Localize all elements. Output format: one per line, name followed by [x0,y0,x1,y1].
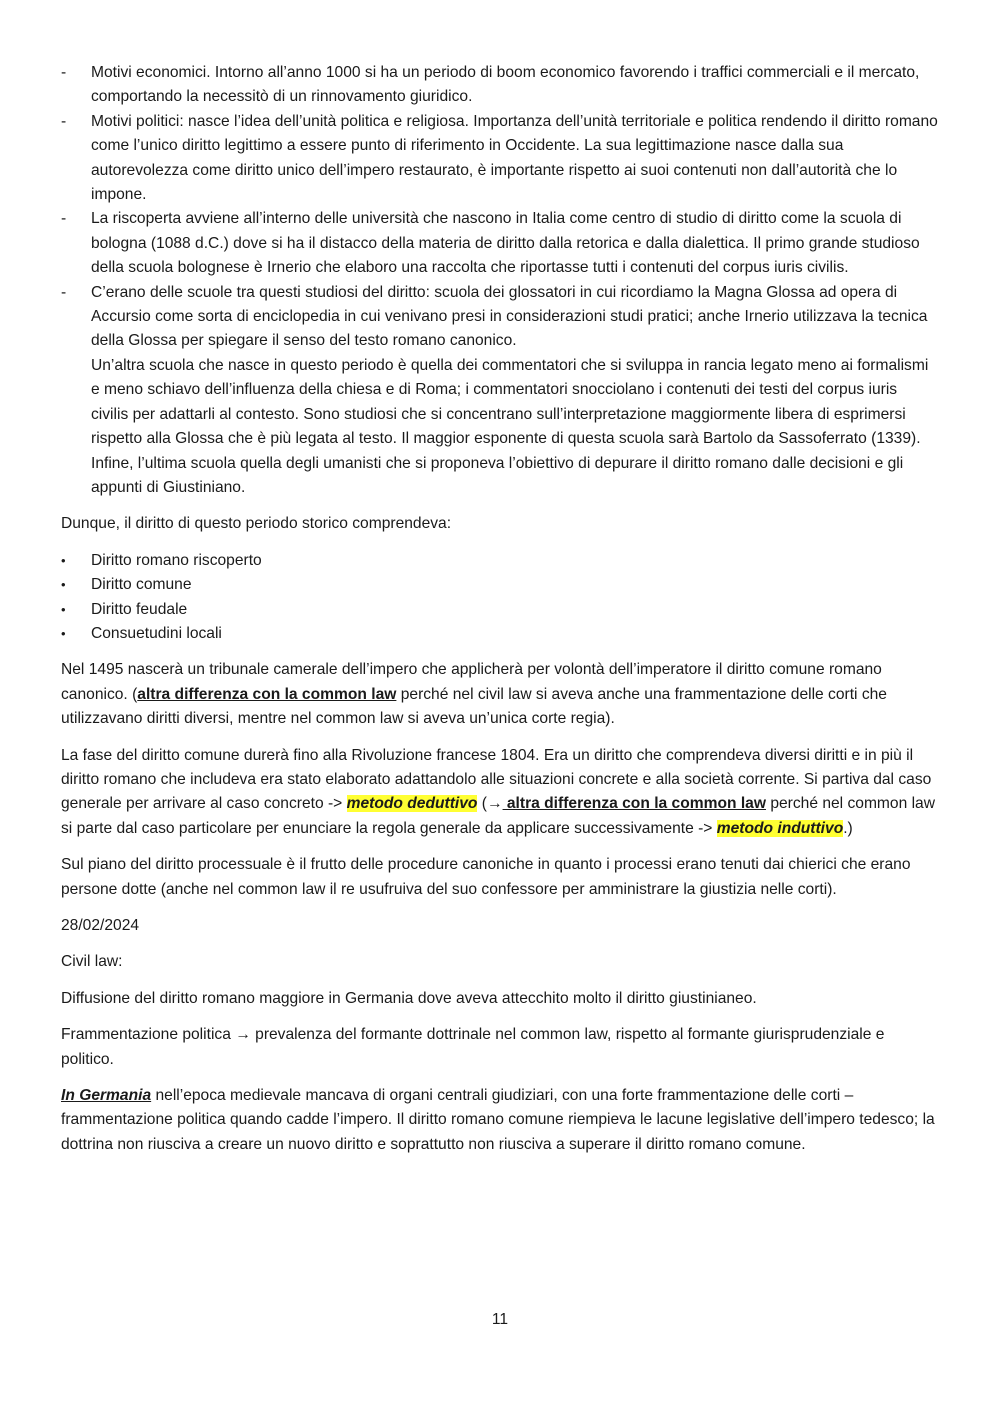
bullet-marker: • [61,577,66,593]
highlight: metodo induttivo [716,819,844,837]
list-item-text: C’erano delle scuole tra questi studiosi del diritto: scuola dei glossatori in cui ricordiamo la Magna Glossa ad opera di Accursio come sorta di enciclopedia in cui venivano presi in considerazioni studi pratici; anche Irnerio utilizzava la tecnica della Glossa per spiegare il senso del testo romano canonico. [91,283,928,350]
highlight: metodo deduttivo [346,795,478,813]
bullet-marker: • [61,552,66,568]
bullet-marker: • [61,601,66,617]
paragraph: Nel 1495 nascerà un tribunale camerale dell’impero che applicherà per volontà dell’imperatore il diritto comune romano canonico. (altra differenza con la common law perché nel civil law si aveva anche una frammentazione delle corti che utilizzavano diritti diversi, mentre nel common law si aveva un’unica corte regia). [61,661,887,728]
list-item: • Diritto feudale [61,598,938,622]
list-item: • Diritto romano riscoperto [61,549,938,573]
dash-marker: - [61,64,67,81]
emphasis-underline: In Germania [61,1087,152,1105]
dash-marker: - [61,112,67,130]
paragraph: La fase del diritto comune durerà fino alla Rivoluzione francese 1804. Era un diritto che comprendeva diversi diritti e in più il diritto romano che includeva era stato elaborato adattandolo alle situazioni concrete e alla società corrente. Si partiva dal caso generale per arrivare al caso concreto -> metodo deduttivo (→ altra differenza con la common law perché nel common law si parte dal caso particolare per enunciare la regola generale da applicare successivamente -> metodo induttivo.) [61,746,935,837]
section-heading: Civil law: [61,953,123,971]
list-item: • Diritto comune [61,573,938,597]
arrow-icon: → [235,1026,251,1044]
list-item-text: Infine, l’ultima scuola quella degli umanisti che si proponeva l’obiettivo di depurare il diritto romano dalle decisioni e gli appunti di Giustiniano. [91,454,904,496]
list-item-text: Un’altra scuola che nasce in questo periodo è quella dei commentatori che si sviluppa in rancia legato meno ai formalismi e meno schiavo dell’influenza della chiesa e di Roma; i commentatori snocciolano i contenuti dei testi del corpus iuris civilis per adattarli al contesto. Sono studiosi che si concentrano sull’interpretazione maggiormente libera di esprimersi rispetto alla Glossa che è più legata al testo. Il maggior esponente di questa scuola sarà Bartolo da Sassoferrato (1339). [91,356,929,448]
paragraph: Frammentazione politica → prevalenza del formante dottrinale nel common law, rispetto al formante giurisprudenziale e politico. [61,1026,885,1068]
dash-list [61,61,938,500]
paragraph: Diffusione del diritto romano maggiore in Germania dove aveva attecchito molto il diritto giustinianeo. [61,989,757,1007]
arrow-icon: → [486,795,503,813]
dash-marker: - [61,210,67,228]
list-item: - La riscoperta avviene all’interno delle università che nascono in Italia come centro di studio di diritto come la scuola di bologna (1088 d.C.) dove si ha il distacco della materia de diritto dalla retorica e dalla dialettica. Il primo grande studioso della scuola bolognese è Irnerio che elaboro una raccolta che riportasse tutti i contenuti del corpus iuris civilis. [61,207,938,280]
bullet-marker: • [61,625,66,641]
dash-marker: - [61,283,67,301]
paragraph: Sul piano del diritto processuale è il frutto delle procedure canoniche in quanto i processi erano tenuti dai chierici che erano persone dotte (anche nel common law il re usufruiva del suo confessore per amministrare la giustizia nelle corti). [61,856,911,898]
paragraph-intro: Dunque, il diritto di questo periodo storico comprendeva: [61,515,452,533]
paragraph: In Germania nell’epoca medievale mancava di organi centrali giudiziari, con una forte frammentazione delle corti – frammentazione politica quando cadde l’impero. Il diritto romano comune riempieva le lacune legislative dell’impero tedesco; la dottrina non riusciva a creare un nuovo diritto e soprattutto non riusciva a superare il diritto romano comune. [61,1087,935,1153]
list-item: - Motivi economici. Intorno all’anno 1000 si ha un periodo di boom economico favorendo i traffici commerciali e il mercato, comportando la necessitò di un rinnovamento giuridico. [61,61,938,110]
list-item: • Consuetudini locali [61,622,938,646]
emphasis-underline: altra differenza con la common law [137,685,397,703]
list-item: - Motivi politici: nasce l’idea dell’unità politica e religiosa. Importanza dell’unità territoriale e politica rendendo il diritto romano come l’unico diritto legittimo a essere punto di riferimento in Occidente. La sua legittimazione nasce dalla sua autorevolezza come diritto unico dell’impero restaurato, è importante rispetto ai suoi contenuti non dall’autorità che lo impone. [61,110,938,208]
page-number: 11 [491,1311,509,1328]
list-item [61,281,938,501]
date: 28/02/2024 [61,917,140,934]
emphasis-underline: altra differenza con la common law [502,795,766,813]
bullet-list [61,549,938,647]
